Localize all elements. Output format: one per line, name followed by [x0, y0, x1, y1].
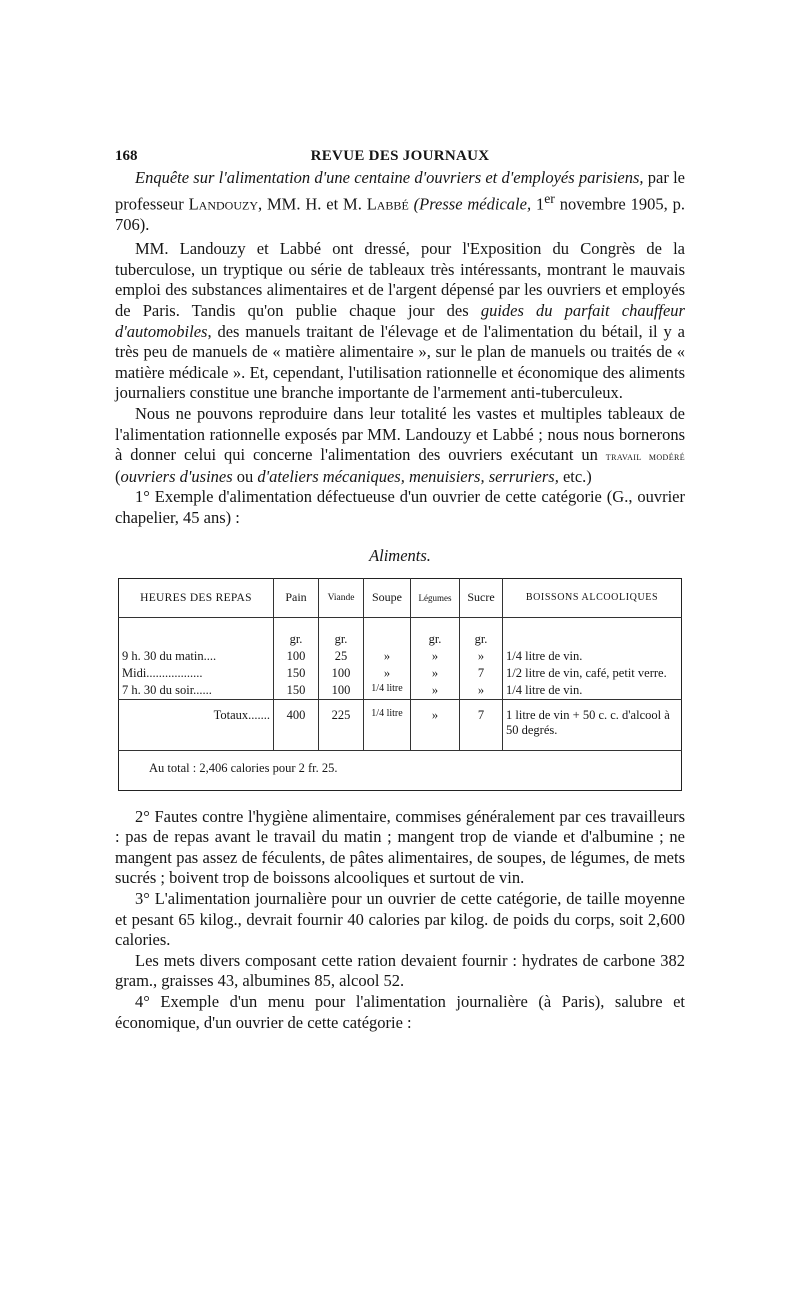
table-row: Midi.................. 150 100 » » 7 1/2 litre de vin, café, petit verre. — [119, 665, 682, 682]
table-caption: Aliments. — [369, 545, 431, 565]
author-labbe: Labbé — [366, 194, 409, 214]
paragraph-tables: Nous ne pouvons reproduire dans leur totalité les vastes et multiples tableaux de l'alimentation rationnelle exposés par MM. Landouzy et Labbé ; nous nous bornerons à donner celui qui concerne l'alimentation des ouvriers exécutant un travail modéré (ouvriers d'usines ou d'ateliers mécaniques, menuisiers, serruriers, etc.) — [115, 404, 686, 486]
table-row: 7 h. 30 du soir...... 150 100 1/4 litre » » 1/4 litre de vin. — [119, 682, 682, 700]
table-header-row — [119, 578, 682, 617]
author-landouzy: Landouzy — [188, 194, 258, 214]
paragraph-example-1: 1° Exemple d'alimentation défectueuse d'un ouvrier de cette catégorie (G., ouvrier chapelier, 45 ans) : — [115, 487, 685, 527]
paragraph-ration: Les mets divers composant cette ration devaient fournir : hydrates de carbone 382 gram., graisses 43, albumines 85, alcool 52. — [115, 950, 685, 991]
paragraph-intro: MM. Landouzy et Labbé ont dressé, pour l'Exposition du Congrès de la tuberculose, un tryptique ou série de tableaux très intéressants, montrant le mauvais emploi des substances alimentaires et de l'argent dépensé par les ouvriers et employés de Paris. Tandis qu'on publie chaque jour des guides du parfait chauffeur d'automobiles, des manuels traitant de l'élevage et de l'alimentation du bétail, il y a très peu de manuels de « matière alimentaire », sur le plan de manuels ou traités de « matière médicale ». Et, cependant, l'utilisation rationnelle et économique des aliments journaliers constitue une branche importante de l'armement anti-tuberculeux. — [115, 239, 685, 403]
col-header-drinks: BOISSONS ALCOOLIQUES — [503, 578, 682, 617]
article-reference: Enquête sur l'alimentation d'une centaine d'ouvriers et d'employés parisiens, par le professeur Landouzy, MM. H. et M. Labbé (Presse médicale, 1er novembre 1905, p. 706). — [115, 168, 685, 234]
food-table — [118, 578, 682, 791]
page — [115, 146, 685, 1033]
paragraph-menu-example: 4° Exemple d'un menu pour l'alimentation journalière (à Paris), salubre et économique, d'un ouvrier de cette catégorie : — [115, 991, 685, 1032]
running-title: REVUE DES JOURNAUX — [310, 148, 490, 164]
running-header — [115, 146, 685, 168]
col-header-vegetables: Légumes — [411, 578, 460, 617]
col-header-bread: Pain — [274, 578, 319, 617]
article-title: Enquête sur l'alimentation d'une centaine d'ouvriers et d'employés parisiens, — [135, 168, 644, 187]
paragraph-faults: 2° Fautes contre l'hygiène alimentaire, commises généralement par ces travailleurs : pas de repas avant le travail du matin ; mangent trop de viande et d'albumine ; ne mangent pas assez de féculents, de pâtes alimentaires, de soupes, de légumes, de mets sucrés ; boivent trop de boissons alcooliques et surtout de vin. — [115, 806, 685, 888]
col-header-meat: Viande — [319, 578, 364, 617]
journal-name: (Presse médicale, — [408, 194, 532, 214]
table-summary-row — [119, 750, 682, 790]
table-units-row: gr. gr. gr. gr. — [119, 617, 682, 648]
table-row: 9 h. 30 du matin.... 100 25 » » » 1/4 litre de vin. — [119, 648, 682, 665]
paragraph-daily-needs: 3° L'alimentation journalière pour un ouvrier de cette catégorie, de taille moyenne et pesant 65 kilog., devrait fournir 40 calories par kilog. de poids du corps, soit 2,600 calories. — [115, 888, 685, 950]
col-header-soup: Soupe — [364, 578, 411, 617]
table-summary: Au total : 2,406 calories pour 2 fr. 25. — [119, 750, 682, 790]
col-header-sugar: Sucre — [460, 578, 503, 617]
page-number: 168 — [115, 148, 138, 164]
col-header-hours: HEURES DES REPAS — [119, 578, 274, 617]
table-totals-row: Totaux....... 400 225 1/4 litre » 7 1 litre de vin + 50 c. c. d'alcool à 50 degrés. — [119, 699, 682, 750]
